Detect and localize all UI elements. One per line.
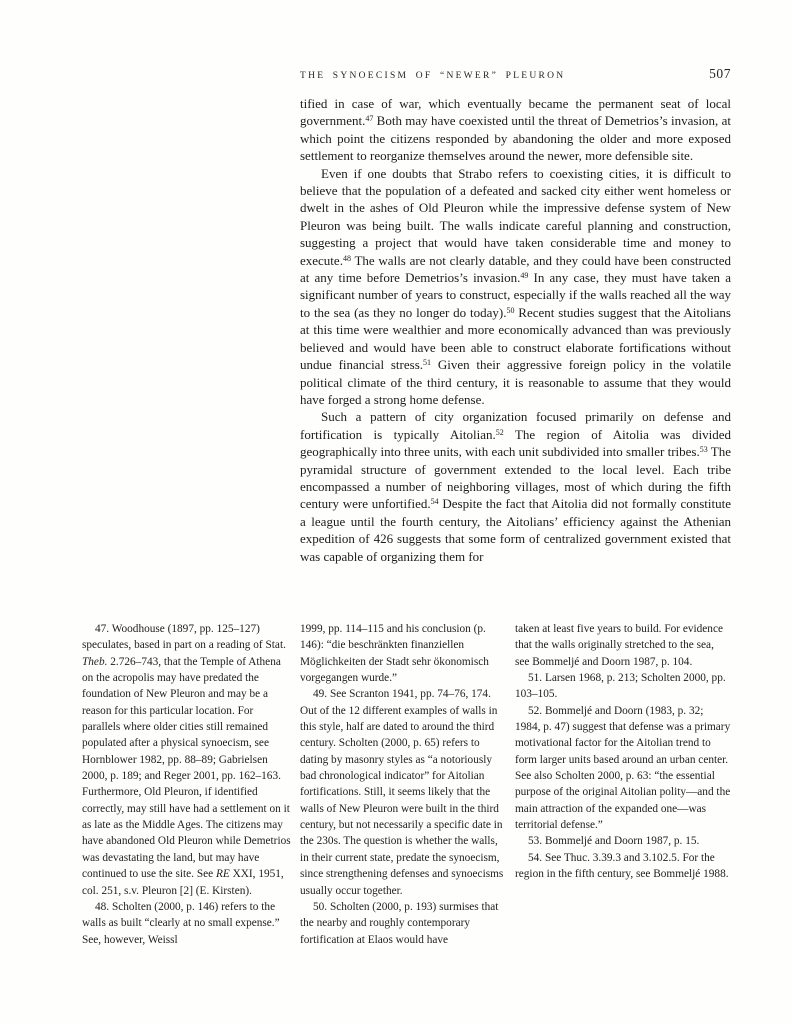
footnote: 54. See Thuc. 3.39.3 and 3.102.5. For the region in the fifth century, see Bommeljé 1988. [515, 851, 729, 881]
footnote: 53. Bommeljé and Doorn 1987, p. 15. [528, 835, 700, 848]
footnotes-column-2 [300, 621, 508, 948]
page-number: 507 [709, 66, 731, 81]
body-paragraph: Such a pattern of city organization focused primarily on defense and fortification is typically Aitolian.$^{52}$ The region of Aitolia was divided geographically into three units, with each unit subdivided into smaller tribes.$^{53}$ The pyramidal structure of government extended to the local level. Each tribe encompassed a number of neighboring villages, most of which during the fifth century were unfortified.$^{54}$ Despite the fact that Aitolia did not formally constitute a league until the fourth century, the Aitolians’ efficiency against the Athenian expedition of 426 suggests that some form of centralized government existed that was capable of organizing them for [300, 409, 731, 564]
footnote: 52. Bommeljé and Doorn (1983, p. 32; 1984, p. 47) suggest that defense was a primary motivational factor for the Aitolian trend to form larger units based around an urban center. See also Scholten 2000, p. 63: “the essential purpose of the original Aitolian polity—and the main attraction of the expanded one—was territorial defense.” [515, 704, 731, 832]
footnote-ref: 47 [365, 114, 374, 124]
footnote-ref: 54 [430, 497, 439, 507]
footnote-ref: 49 [520, 271, 529, 281]
footnote-ref: 50 [506, 305, 515, 315]
footnote-ref: 51 [423, 358, 432, 368]
footnote: 1999, pp. 114–115 and his conclusion (p. 146): “die beschränkten finanziellen Möglichkeiten der Stadt sehr ökonomisch vorgegangen wurde.” [300, 623, 489, 685]
footnote: 47. Woodhouse (1897, pp. 125–127) speculates, based in part on a reading of Stat. Theb. 2.726–743, that the Temple of Athena on the acropolis may have predated the foundation of New Pleuron and may be a reason for this particular location. For parallels where older cities still remained populated after a physical synoecism, see Hornblower 1982, pp. 88–89; Gabrielsen 2000, p. 189; and Reger 2001, pp. 162–163. Furthermore, Old Pleuron, if identified correctly, may still have had a settlement on it as late as the Middle Ages. The citizens may have abandoned Old Pleuron while Demetrios was devastating the land, but may have continued to use the site. See RE XXI, 1951, col. 251, s.v. Pleuron [2] (E. Kirsten). [82, 623, 291, 897]
running-head: THE SYNOECISM OF “NEWER” PLEURON [300, 71, 566, 81]
footnotes-column-3 [515, 621, 731, 883]
body-paragraph: tified in case of war, which eventually became the permanent seat of local government.$^{47}$ Both may have coexisted until the threat of Demetrios’s invasion, at which point the citizens responded by abandoning the older and more exposed settlement to reorganize themselves around the newer, more defensible site. [300, 96, 731, 164]
footnote-ref: 52 [495, 427, 504, 437]
main-text [300, 95, 731, 565]
footnote: 50. Scholten (2000, p. 193) surmises that the nearby and roughly contemporary fortification at Elaos would have [300, 900, 499, 946]
footnote: 51. Larsen 1968, p. 213; Scholten 2000, pp. 103–105. [515, 672, 726, 701]
page-header [300, 66, 731, 82]
footnote-ref: 48 [342, 253, 351, 263]
footnotes-column-1 [82, 621, 294, 948]
footnotes-section [0, 621, 792, 1001]
italic-text: RE [215, 868, 230, 881]
footnote-ref: 53 [699, 445, 708, 455]
footnote: 48. Scholten (2000, p. 146) refers to the walls as built “clearly at no small expense.” See, however, Weissl [82, 900, 280, 946]
body-paragraph: Even if one doubts that Strabo refers to coexisting cities, it is difficult to believe that the population of a defeated and sacked city either went homeless or dwelt in the ashes of Old Pleuron while the impressive defense system of New Pleuron was being built. The walls indicate careful planning and construction, suggesting a project that would have taken considerable time and money to execute.$^{48}$ The walls are not clearly datable, and they could have been constructed at any time before Demetrios’s invasion.$^{49}$ In any case, they must have taken a significant number of years to construct, especially if the walls reached all the way to the sea (as they no longer do today).$^{50}$ Recent studies suggest that the Aitolians at this time were wealthier and more economically advanced than was previously believed and would have been able to construct elaborate fortifications without undue financial stress.$^{51}$ Given their aggressive foreign policy in the volatile political climate of the third century, it is reasonable to assume that they would have forged a strong home defense. [300, 165, 731, 407]
footnote: taken at least five years to build. For evidence that the walls originally stretched to the sea, see Bommeljé and Doorn 1987, p. 104. [515, 623, 723, 668]
italic-text: Theb. [82, 655, 108, 668]
footnote: 49. See Scranton 1941, pp. 74–76, 174. Out of the 12 different examples of walls in this style, half are dated to around the third century. Scholten (2000, p. 65) refers to dating by masonry styles as “a notoriously bad chronological indicator” for Aitolian fortifications. Still, it seems likely that the walls of New Pleuron were built in the third century, but not necessarily a specific date in the 230s. The question is whether the walls, in their current state, predate the synoecism, since strengthening defenses and synoecisms usually occur together. [300, 688, 504, 897]
